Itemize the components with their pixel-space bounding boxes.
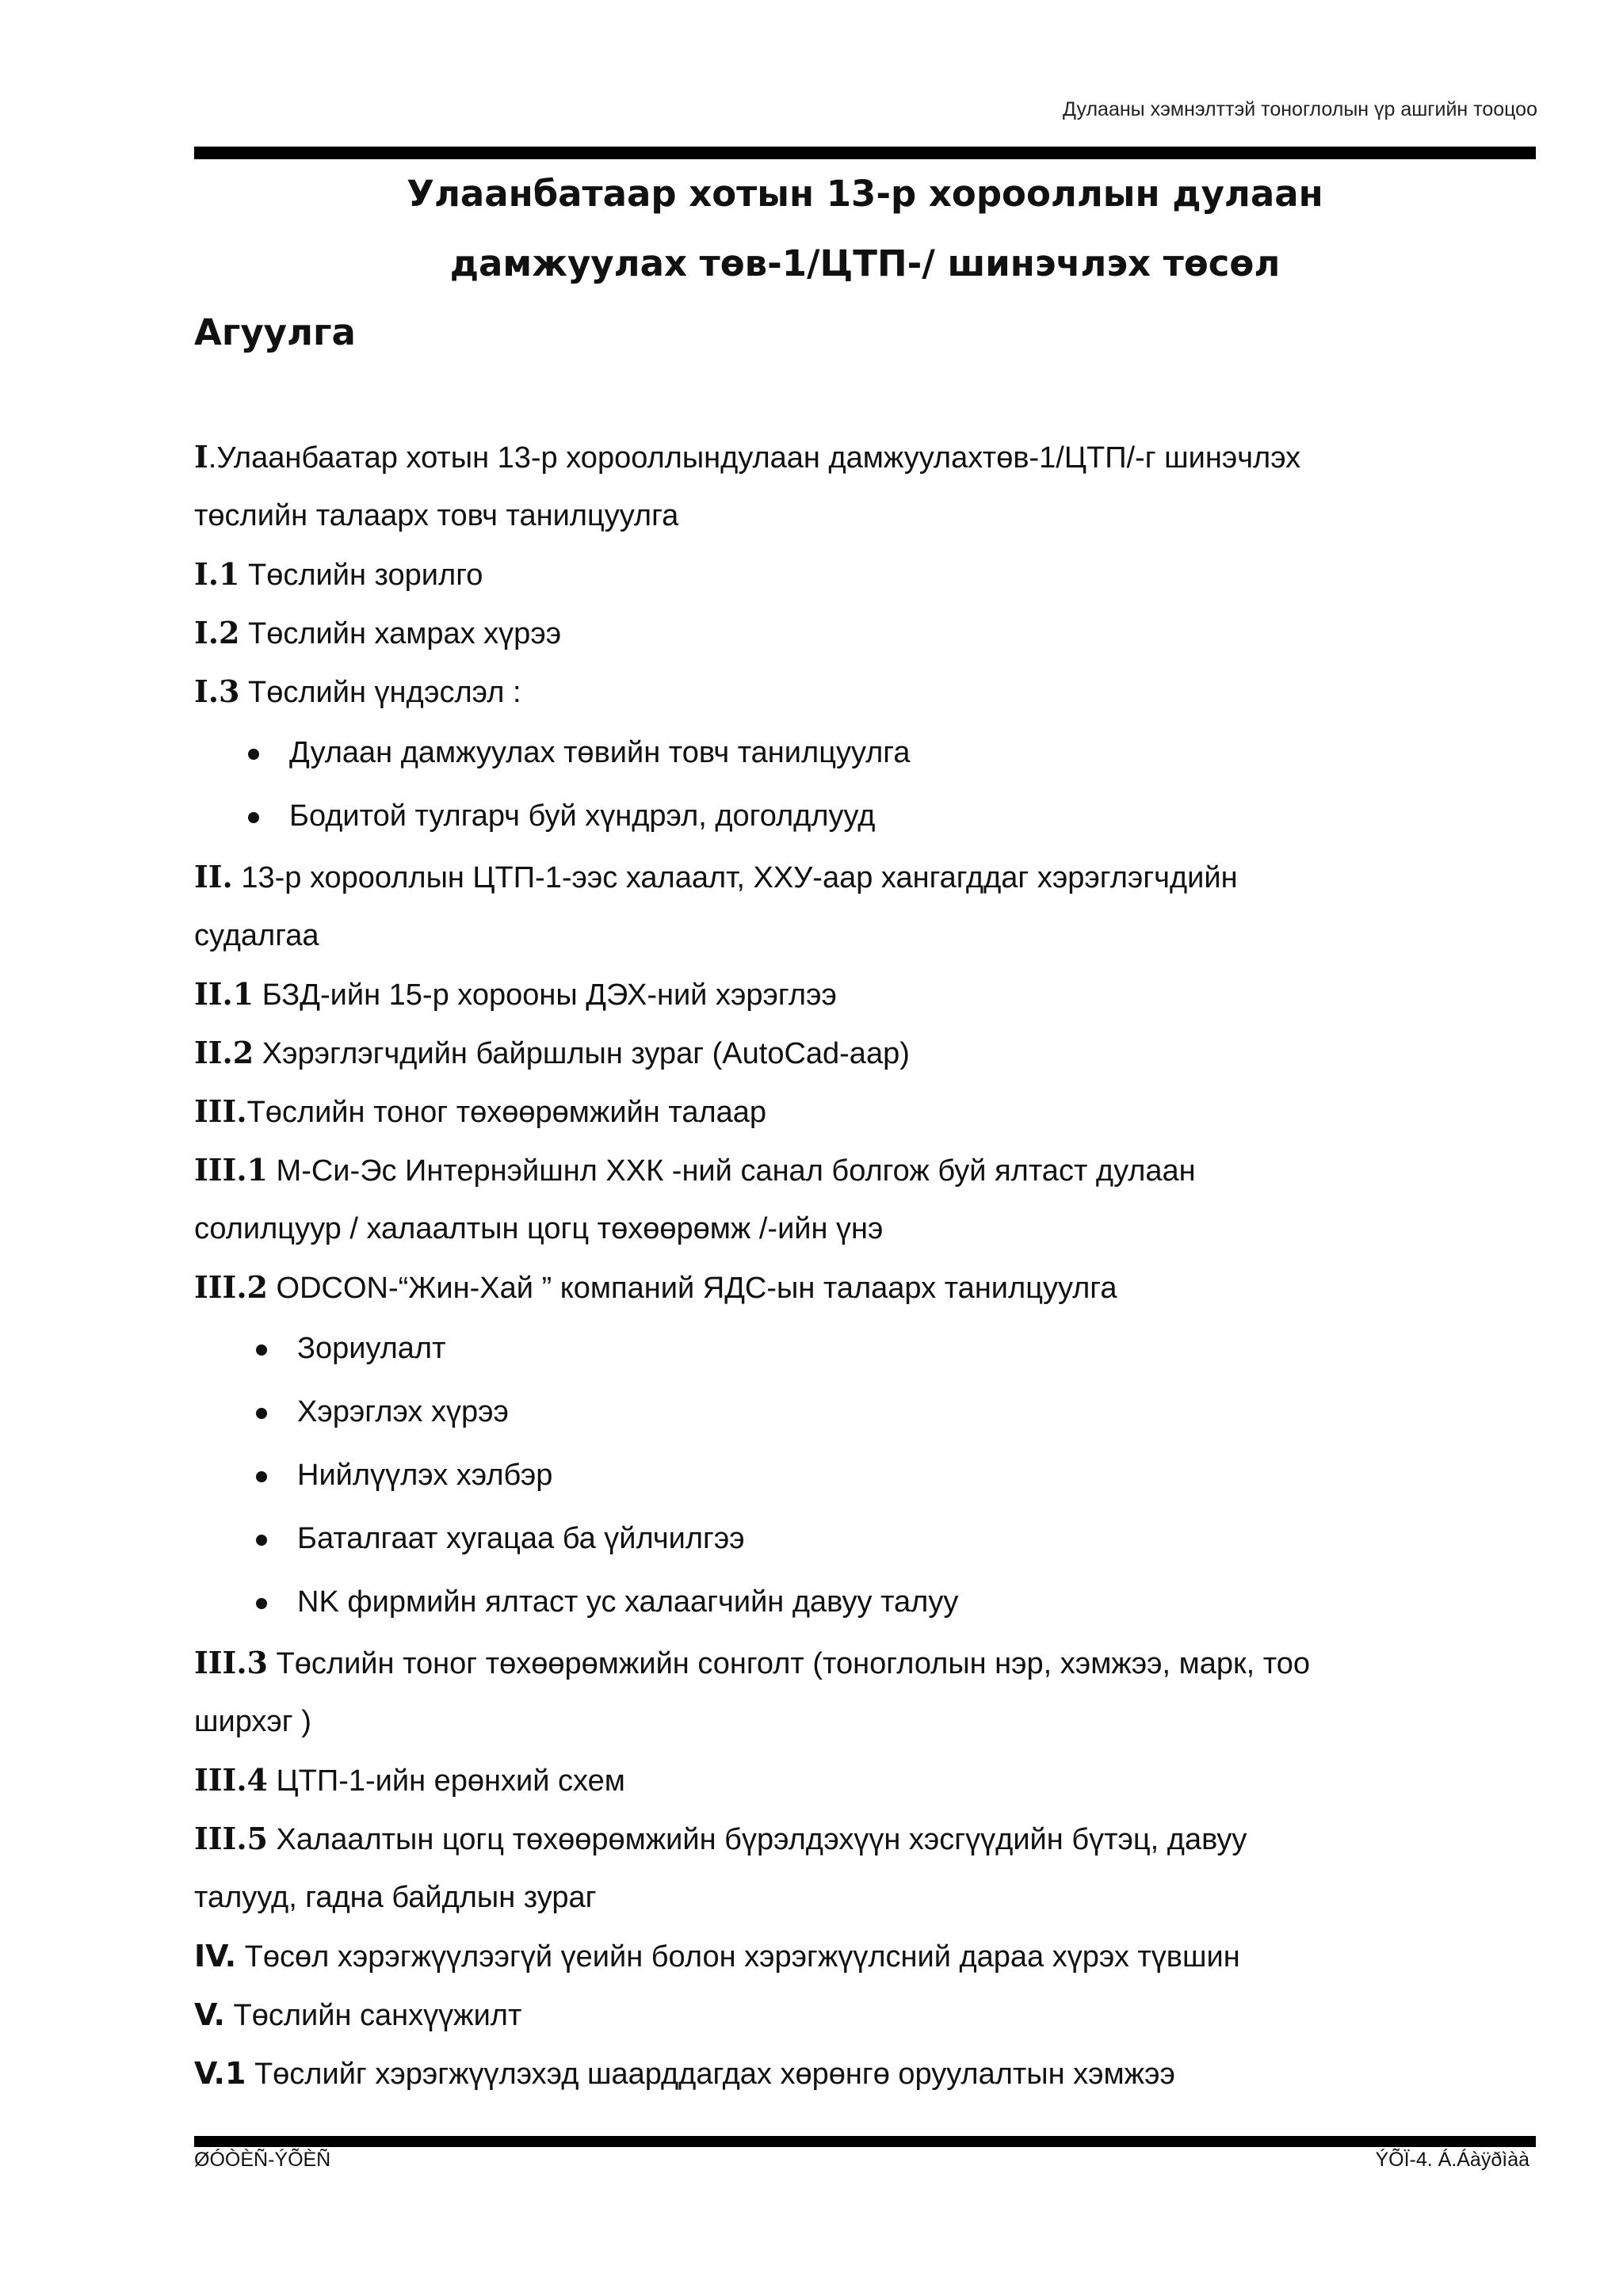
toc-entry-text: Төсөл хэрэгжүүлээгүй үеийн болон хэрэгжүүлсний дараа хүрэх түвшин [236,1940,1240,1974]
toc-entry [194,604,1494,662]
toc-entry-text: Зориулалт [297,1332,446,1365]
toc-entry-text: .Улаанбаатар хотын 13-р хорооллындулаан дамжуулахтөв-1/ЦТП/-г шинэчлэх [208,441,1301,475]
toc-entry-text: судалгаа [194,919,319,952]
toc-entry [194,1024,1494,1082]
toc-entry-text: Бодитой тулгарч буй хүндрэл, доголдлууд [289,799,876,833]
toc-bullet-item [194,1507,1494,1570]
toc-entry-text: Дулаан дамжуулах төвийн товч танилцуулга [289,736,911,769]
toc-entry [194,486,1494,545]
toc-entry-number: III.4 [194,1762,268,1798]
toc-bullet-item [194,1380,1494,1444]
bullet-icon [256,1598,267,1609]
bullet-icon [248,812,259,823]
document-title-line-1: Улаанбатаар хотын 13-р хорооллын дулаан [407,173,1323,215]
toc-entry-number: I [194,439,208,475]
toc-entry-number: III. [194,1093,247,1129]
toc-entry [194,545,1494,604]
toc-entry [194,906,1494,965]
toc-entry [194,662,1494,721]
toc-entry-number: I.1 [194,556,240,592]
bullet-icon [256,1408,267,1419]
toc-bullet-item [194,1570,1494,1634]
toc-entry-text: NK фирмийн ялтаст ус халаагчийн давуу талуу [297,1585,959,1619]
toc-entry-text: Төслийн тоног төхөөрөмжийн сонголт (тоноглолын нэр, хэмжээ, марк, тоо [268,1647,1311,1680]
toc-entry-text: солилцуур / халаалтын цогц төхөөрөмж /-ийн үнэ [194,1212,884,1245]
document-title-line-2: дамжуулах төв-1/ЦТП-/ шинэчлэх төсөл [449,242,1281,284]
toc-bullet-item [194,784,1494,848]
toc-entry [194,428,1494,486]
toc-entry-number: I.3 [194,673,240,709]
toc-entry-text: Төслийн санхүүжилт [224,1999,522,2032]
toc-entry-number: III.3 [194,1645,268,1680]
toc-bullet-item [194,1444,1494,1507]
toc-entry-text: төслийн талаарх товч танилцуулга [194,499,679,532]
toc-entry [194,1692,1494,1751]
toc-entry [194,1141,1494,1199]
bullet-icon [256,1344,267,1356]
toc-entry [194,2044,1494,2103]
toc-entry-number: IV. [194,1939,237,1974]
bullet-icon [256,1471,267,1482]
toc-entry-text: Төслийн үндэслэл : [239,676,521,709]
toc-entry [194,1927,1494,1985]
table-of-contents [194,428,1494,2103]
toc-entry-number: V. [194,1997,225,2032]
toc-entry-text: Төслийн тоног төхөөрөмжийн талаар [246,1096,767,1129]
toc-bullet-item [194,1317,1494,1380]
toc-entry [194,1810,1494,1868]
toc-entry-number: II.2 [194,1035,254,1070]
toc-entry-text: Төслийн зорилго [239,559,483,592]
toc-entry-number: II.1 [194,976,254,1012]
toc-entry [194,848,1494,906]
toc-entry-text: талууд, гадна байдлын зураг [194,1881,597,1914]
toc-entry-text: ЦТП-1-ийн ерөнхий схем [268,1764,625,1798]
toc-entry-text: Хэрэглэгчдийн байршлын зураг (AutoCad-аар) [254,1037,910,1070]
toc-entry-text: ODCON-“Жин-Хай ” компаний ЯДС-ын талаарх танилцуулга [268,1272,1117,1305]
toc-entry-text: БЗД-ийн 15-р хорооны ДЭХ-ний хэрэглээ [254,978,837,1012]
toc-entry-text: Төслийн хамрах хүрээ [239,617,562,650]
toc-entry-text: Баталгаат хугацаа ба үйлчилгээ [297,1522,745,1555]
toc-entry-number: V.1 [194,2056,246,2091]
contents-heading: Агуулга [194,311,356,353]
toc-entry-number: III.1 [194,1152,268,1188]
header-rule [194,147,1536,159]
bullet-icon [256,1535,267,1546]
toc-entry [194,1868,1494,1927]
toc-entry-number: III.5 [194,1821,268,1856]
toc-entry-text: 13-р хорооллын ЦТП-1-ээс халаалт, ХХУ-аар хангагддаг хэрэглэгчдийн [232,861,1238,894]
running-header: Дулааны хэмнэлттэй тоноглолын үр ашгийн тооцоо [1063,98,1537,120]
toc-entry-text: М-Си-Эс Интернэйшнл ХХК -ний санал болгож буй ялтаст дулаан [268,1154,1196,1188]
toc-entry [194,1634,1494,1692]
bullet-icon [248,749,259,760]
toc-entry [194,1985,1494,2044]
toc-entry-number: II. [194,859,233,894]
footer-right-text: ÝÕÏ-4. Á.Áàÿðìàà [1375,2149,1529,2171]
toc-entry-text: Халаалтын цогц төхөөрөмжийн бүрэлдэхүүн хэсгүүдийн бүтэц, давуу [268,1823,1247,1856]
toc-entry [194,1751,1494,1810]
toc-entry [194,1258,1494,1317]
toc-entry-text: Нийлүүлэх хэлбэр [297,1459,553,1492]
toc-entry-text: Хэрэглэх хүрээ [297,1395,509,1428]
toc-entry-number: III.2 [194,1269,268,1305]
toc-entry [194,1199,1494,1258]
footer-rule [194,2136,1536,2147]
toc-bullet-item [194,721,1494,784]
toc-entry [194,965,1494,1024]
toc-entry-text: ширхэг ) [194,1705,311,1738]
toc-entry-number: I.2 [194,615,240,650]
toc-entry [194,1082,1494,1141]
footer-left-text: ØÓÒÈÑ-ÝÕÈÑ [194,2149,331,2171]
toc-entry-text: Төслийг хэрэгжүүлэхэд шаарддагдах хөрөнгө оруулалтын хэмжээ [246,2058,1175,2091]
